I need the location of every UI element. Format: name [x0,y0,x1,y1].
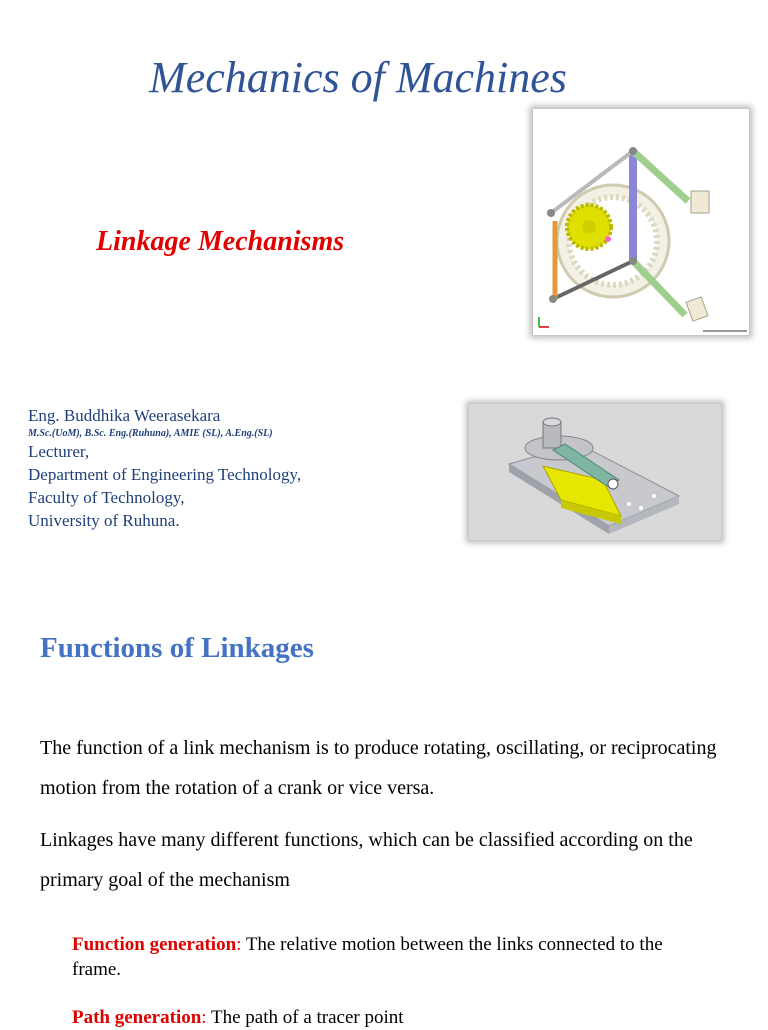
list-item-colon: : [236,934,242,955]
crank-slider-illustration [468,403,722,541]
document-subtitle: Linkage Mechanisms [96,226,345,257]
list-item-text: The path of a tracer point [206,1007,404,1028]
paragraph-function: The function of a link mechanism is to produce rotating, oscillating, or reciprocating motion from the rotation of a crank or vice versa. [40,737,717,799]
list-item-term: Path generation [72,1007,202,1028]
author-department: Department of Engineering Technology, [28,465,302,484]
gear-linkage-drawing [533,109,749,335]
list-item [72,1005,712,1030]
list-item [72,932,712,982]
author-name: Eng. Buddhika Weerasekara [28,406,221,425]
author-faculty: Faculty of Technology, [28,488,185,507]
list-item-text: The relative motion between the links connected to the frame. [72,934,663,980]
author-qualifications: M.Sc.(UoM), B.Sc. Eng.(Ruhuna), AMIE (SL), A.Eng.(SL) [28,428,273,439]
gear-linkage-illustration [532,108,750,336]
author-role: Lecturer, [28,442,90,461]
list-item-term: Function generation [72,934,237,955]
document-title: Mechanics of Machines [149,53,567,102]
paragraph-classification: Linkages have many different functions, which can be classified according on the primary goal of the mechanism [40,829,693,891]
list-item-colon: : [201,1007,207,1028]
author-university: University of Ruhuna. [28,511,180,530]
crank-slider-drawing [469,404,721,540]
section-heading: Functions of Linkages [40,632,314,664]
